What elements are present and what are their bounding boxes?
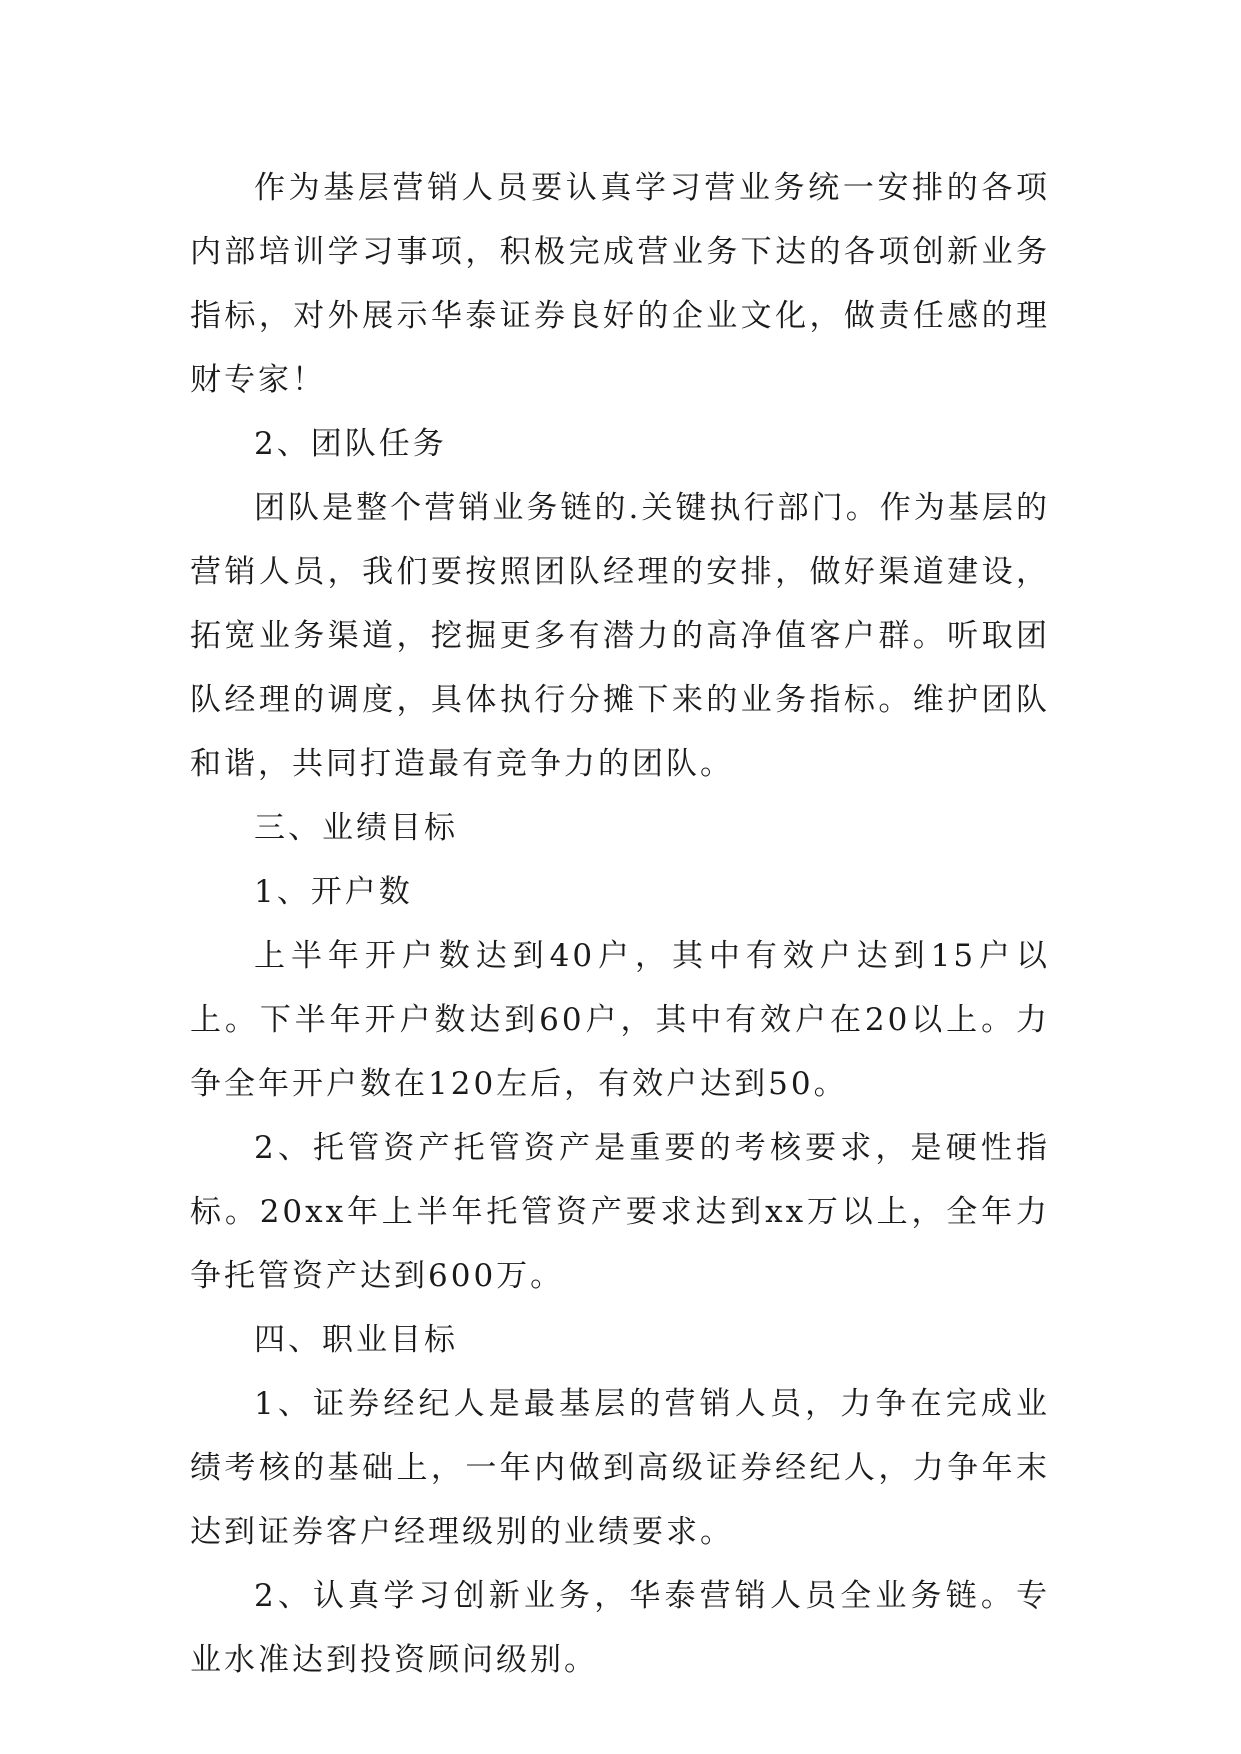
section-heading-performance-goals: 三、业绩目标 [254,810,458,846]
paragraph-career-goal-1: 1、证券经纪人是最基层的营销人员，力争在完成业绩考核的基础上，一年内做到高级证券经纪人，力争年末达到证券客户经理级别的业绩要求。 [190,1386,1050,1550]
paragraph-custody-assets: 2、托管资产托管资产是重要的考核要求，是硬性指标。20xx年上半年托管资产要求达到xx万以上，全年力争托管资产达到600万。 [190,1130,1050,1294]
paragraph-intro: 作为基层营销人员要认真学习营业务统一安排的各项内部培训学习事项，积极完成营业务下达的各项创新业务指标，对外展示华泰证券良好的企业文化，做责任感的理财专家！ [190,170,1050,398]
section-heading-account-count: 1、开户数 [254,874,413,910]
section-heading-team-task: 2、团队任务 [254,426,447,462]
paragraph-team: 团队是整个营销业务链的.关键执行部门。作为基层的营销人员，我们要按照团队经理的安排，做好渠道建设，拓宽业务渠道，挖掘更多有潜力的高净值客户群。听取团队经理的调度，具体执行分摊下来的业务指标。维护团队和谐，共同打造最有竞争力的团队。 [190,490,1050,782]
paragraph-account-count: 上半年开户数达到40户，其中有效户达到15户以上。下半年开户数达到60户，其中有效户在20以上。力争全年开户数在120左后，有效户达到50。 [190,938,1050,1102]
section-heading-career-goals: 四、职业目标 [254,1322,458,1358]
paragraph-career-goal-2: 2、认真学习创新业务，华泰营销人员全业务链。专业水准达到投资顾问级别。 [190,1578,1050,1678]
document-body [190,156,1050,1692]
